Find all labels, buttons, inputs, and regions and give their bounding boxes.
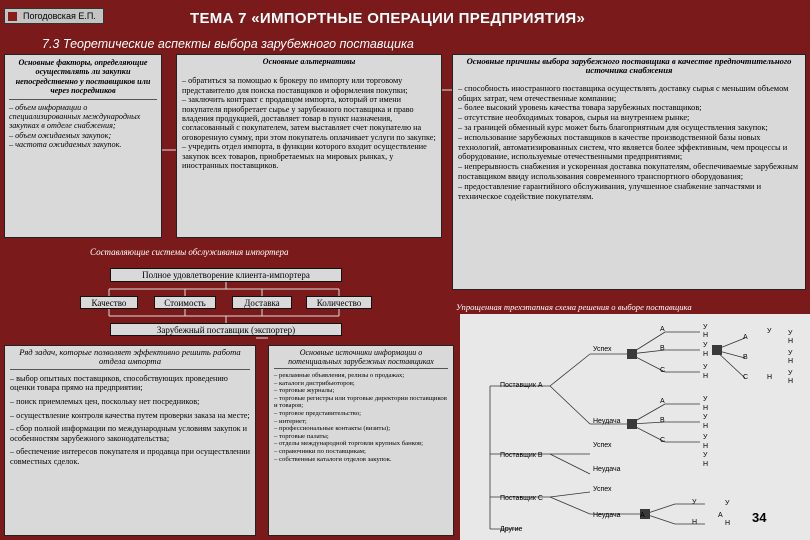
tree-letter: A: [718, 512, 723, 519]
tasks-title: Ряд задач, которые позволяет эффективно решить работа отдела импорта: [10, 348, 250, 370]
tree-mark: Н: [788, 338, 794, 345]
list-item: – рекламные объявления, релизы о продажах;: [274, 372, 405, 379]
list-item: – предоставление гарантийного обслуживания, улучшенное снабжение запчастями и техническое содействие покупателям.: [458, 181, 762, 201]
tree-mark: У: [725, 500, 730, 507]
tasks-box: [4, 345, 256, 536]
tree-letter: C: [660, 367, 666, 374]
list-item: – собственные каталоги отделов закупок.: [274, 455, 392, 463]
page-title: ТЕМА 7 «ИМПОРТНЫЕ ОПЕРАЦИИ ПРЕДПРИЯТИЯ»: [190, 10, 586, 27]
list-item: – торговое представительство;: [274, 409, 361, 417]
tree-branch-label: Неудача: [593, 466, 621, 473]
tree-supplier-other: Другие: [500, 526, 523, 533]
page-subtitle: 7.3 Теоретические аспекты выбора зарубежного поставщика: [42, 37, 414, 51]
list-item: – поиск приемлемых цен, поскольку нет посредников;: [10, 397, 200, 406]
list-item: – сбор полной информации по международным условиям закупок и особенностям зарубежного законодательства;: [10, 424, 248, 443]
list-item: – интернет;: [274, 417, 307, 425]
tree-branch-label: Успех: [593, 346, 612, 353]
list-item: – выбор опытных поставщиков, способствующих проведению оценки товара прямо на предприятии;: [10, 373, 228, 393]
component-quality: Качество: [80, 296, 138, 309]
tree-mark: Н: [703, 423, 709, 430]
tree-supplier-a: Поставщик А: [500, 382, 543, 389]
tree-mark: У: [703, 452, 708, 459]
list-item: – объем ожидаемых закупок;: [9, 130, 112, 140]
tree-mark: Н: [692, 519, 698, 526]
tree-mark: У: [788, 330, 793, 337]
tree-letter: C: [743, 374, 749, 381]
reasons-title: Основные причины выбора зарубежного поставщика в качестве предпочтительного источника снабжения: [466, 56, 792, 76]
alternatives-title: Основные альтернативы: [262, 57, 356, 66]
list-item: – осуществление контроля качества путем проверки заказа на месте;: [10, 410, 250, 420]
tree-node: [627, 419, 637, 429]
tree-letter: A: [743, 334, 748, 341]
tree-node: [627, 349, 637, 359]
tree-mark: У: [788, 370, 793, 377]
components-caption: Составляющие системы обслуживания импортера: [90, 247, 289, 257]
list-item: – объем информации о специализированных международных закупках в отделе снабжения;: [9, 102, 141, 131]
tree-mark: Н: [703, 373, 709, 380]
tree-mark: Н: [788, 358, 794, 365]
sources-box: [268, 345, 454, 536]
factors-title: Основные факторы, определяющие осуществлять ли закупки непосредственно у поставщиков или через посредников: [9, 58, 157, 100]
tree-mark: Н: [703, 351, 709, 358]
tree-letter: B: [660, 345, 665, 352]
tree-branch-label: Неудача: [593, 512, 621, 519]
tree-letter: B: [660, 417, 665, 424]
list-item: – отсутствие необходимых товаров, сырья на внутреннем рынке;: [458, 113, 690, 123]
page-number: 34: [752, 510, 767, 525]
list-item: – непрерывность снабжения и ускоренная доставка покупателям, обеспечиваемые зарубежным поставщиком ввиду использования современного транспортного оборудования;: [458, 162, 799, 181]
tree-mark: Н: [703, 461, 709, 468]
component-cost: Стоимость: [154, 296, 216, 309]
list-item: – профессиональные контакты (визиты);: [274, 425, 391, 433]
tree-letter: C: [660, 437, 666, 444]
list-item: – торговые регистры или торговые директории поставщиков и товаров;: [274, 394, 447, 410]
tree-mark: У: [703, 342, 708, 349]
tree-letter: A: [660, 398, 665, 405]
decision-tree: [460, 314, 810, 540]
tree-supplier-b: Поставщик В: [500, 452, 543, 459]
tree-letter: A: [640, 512, 645, 519]
tree-mark: Н: [703, 332, 709, 339]
tree-letter: A: [660, 326, 665, 333]
tree-caption: Упрощенная трехэтапная схема решения о выборе поставщика: [456, 302, 692, 312]
component-quantity: Количество: [306, 296, 372, 309]
list-item: – способность иностранного поставщика осуществлять доставку сырья с меньшим объемом общих затрат, чем отечественные компании;: [458, 83, 789, 103]
components-bottom-box: Зарубежный поставщик (экспортер): [110, 323, 342, 336]
tree-mark: У: [703, 414, 708, 421]
list-item: – учредить отдел импорта, в функции которого входит осуществление закупок всех товаров, приобретаемых на мировых рынках, у иностранных поставщиков.: [182, 142, 427, 171]
list-item: – заключить контракт с продавцом импорта, который от имени покупателя приобретает сырье у зарубежного поставщика и право владения продукцией, доставляет товар в пункт назначения, согласованный с покупателем, затем выставляет счет покупателю на оговоренную сумму, при этом покупатель оплачивает услуги по закупке;: [182, 95, 436, 142]
tree-mark: Н: [767, 374, 773, 381]
tree-mark: Н: [703, 443, 709, 450]
list-item: – торговые журналы;: [274, 387, 335, 395]
tree-mark: Н: [725, 520, 731, 527]
author-text: Погодовская Е.П.: [23, 11, 96, 21]
tree-mark: У: [767, 328, 772, 335]
tree-node: [712, 345, 722, 355]
list-item: – обратиться за помощью к брокеру по импорту или торговому представителю для поиска поставщиков и оформления покупки;: [182, 76, 408, 95]
tree-supplier-c: Поставщик С: [500, 495, 543, 502]
list-item: – обеспечение интересов покупателя и продавца при осуществлении совместных сделок.: [10, 447, 250, 466]
tree-mark: У: [703, 396, 708, 403]
tree-mark: Н: [703, 405, 709, 412]
sources-list: [274, 372, 448, 463]
list-item: – справочники по поставщикам;: [274, 447, 366, 455]
list-item: – более высокий уровень качества товара зарубежных поставщиков;: [458, 103, 702, 113]
tree-mark: У: [703, 324, 708, 331]
tree-letter: B: [743, 354, 748, 361]
tree-mark: У: [692, 499, 697, 506]
components-top-box: Полное удовлетворение клиента-импортера: [110, 268, 342, 282]
list-item: – отделы международной торговли крупных банков;: [274, 440, 423, 448]
list-item: – за границей обменный курс может быть благоприятным для осуществления закупок;: [458, 123, 768, 132]
list-item: – торговые палаты;: [274, 432, 329, 440]
list-item: – каталоги дистрибьюторов;: [274, 379, 355, 387]
tree-branch-label: Успех: [593, 442, 612, 449]
tree-mark: Н: [788, 378, 794, 385]
tasks-list: [10, 374, 250, 467]
tree-branch-label: Успех: [593, 486, 612, 493]
sources-title: Основные источники информации о потенциальных зарубежных поставщиках: [274, 348, 448, 369]
tree-mark: У: [703, 364, 708, 371]
tree-branch-label: Неудача: [593, 418, 621, 425]
tree-mark: У: [788, 350, 793, 357]
component-delivery: Доставка: [232, 296, 292, 309]
tree-mark: У: [703, 434, 708, 441]
list-item: – частота ожидаемых закупок.: [9, 140, 122, 150]
list-item: – использование зарубежных поставщиков в качестве производственной базы новых технологий, автоматизированных систем, что является более эффективным, чем процессы и оборудование, используемые отечественными предприятиями;: [458, 132, 788, 162]
